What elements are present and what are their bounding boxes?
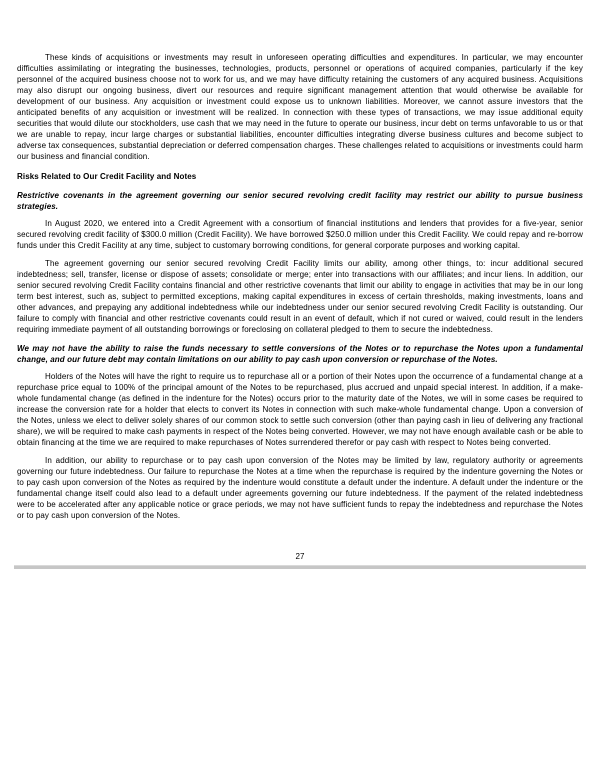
paragraph-credit-facility-covenants: The agreement governing our senior secured revolving Credit Facility limits our ability, among other things, to: incur additional secured indebtedness; sell, transfer, license or dispose of assets; consolidate or merge; enter into transactions with our affiliates; and incur liens. In addition, our senior secured revolving Credit Facility contains financial and other restrictive covenants that limit our ability to engage in activities that may be in our long term best interest, such as, subject to permitted exceptions, making capital expenditures in excess of certain thresholds, making investments, loans and other advances, and prepaying any additional indebtedness while our indebtedness under our senior secured revolving Credit Facility is outstanding. Our failure to comply with financial and other restrictive covenants could result in an event of default, which if not cured or waived, could result in the lenders requiring immediate payment of all outstanding borrowings or foreclosing on collateral pledged to them to secure the indebtedness. xyxy=(17,259,583,334)
page-number: 27 xyxy=(295,552,305,561)
footer-divider xyxy=(14,565,586,569)
risk-heading-notes-conversion-funds: We may not have the ability to raise the funds necessary to settle conversions of the Notes or to repurchase the Notes upon a fundamental change, and our future debt may contain limitations on our ability to pay cash upon conversion or repurchase of the Notes. xyxy=(17,344,583,364)
page-footer xyxy=(0,551,600,569)
paragraph-notes-repurchase: Holders of the Notes will have the right to require us to repurchase all or a portion of their Notes upon the occurrence of a fundamental change at a repurchase price equal to 100% of the principal amount of the Notes to be repurchased, plus accrued and unpaid special interest. In addition, if a make-whole fundamental change (as defined in the indenture for the Notes) occurs prior to the maturity date of the Notes, we will in some cases be required to increase the conversion rate for a holder that elects to convert its Notes in connection with such make-whole fundamental change. Upon a conversion of the Notes, unless we elect to deliver solely shares of our common stock to settle such conversion (other than paying cash in lieu of delivering any fractional share), we will be required to make cash payments in respect of the Notes being converted. However, we may not have enough available cash or be able to obtain financing at the time we are required to make repurchases of Notes surrendered therefor or pay cash with respect to Notes being converted. xyxy=(17,372,583,447)
risk-heading-restrictive-covenants: Restrictive covenants in the agreement governing our senior secured revolving credit facility may restrict our ability to pursue business strategies. xyxy=(17,191,583,211)
paragraph-notes-cash-limitations: In addition, our ability to repurchase or to pay cash upon conversion of the Notes may be limited by law, regulatory authority or agreements governing our future indebtedness. Our failure to repurchase the Notes at a time when the repurchase is required by the indenture governing the Notes or to pay cash upon conversion of the Notes as required by the indenture would constitute a default under the indenture. A default under the indenture or the fundamental change itself could also lead to a default under agreements governing our future indebtedness. If the payment of the related indebtedness were to be accelerated after any applicable notice or grace periods, we may not have sufficient funds to repay the indebtedness and repurchase the Notes or to pay cash upon conversion of the Notes. xyxy=(17,456,583,520)
paragraph-acquisitions-risks: These kinds of acquisitions or investments may result in unforeseen operating difficulties and expenditures. In particular, we may encounter difficulties assimilating or integrating the businesses, technologies, products, personnel or operations of acquired companies, particularly if the key personnel of the acquired business choose not to work for us, and we may have difficulty retaining the customers of any acquired business. Acquisitions may also disrupt our ongoing business, divert our resources and require significant management attention that would otherwise be available for development of our business. Any acquisition or investment could expose us to unknown liabilities. Moreover, we cannot assure investors that the anticipated benefits of any acquisition or investment will be realized. In connection with these types of transactions, we may issue additional equity securities that would dilute our stockholders, use cash that we may need in the future to operate our business, incur debt on terms unfavorable to us or that we are unable to repay, incur large charges or substantial liabilities, encounter difficulties integrating diverse business cultures and become subject to adverse tax consequences, substantial depreciation or deferred compensation charges. These challenges related to acquisitions or investments could harm our business and financial condition. xyxy=(17,53,583,161)
section-heading-credit-facility-and-notes: Risks Related to Our Credit Facility and Notes xyxy=(17,172,197,181)
paragraph-credit-agreement: In August 2020, we entered into a Credit Agreement with a consortium of financial institutions and lenders that provides for a five-year, senior secured revolving credit facility of $300.0 million (Credit Facility). We have borrowed $250.0 million under this Credit Facility. We could repay and re-borrow funds under this Credit Facility at any time, subject to customary borrowing conditions, for general corporate purposes and working capital. xyxy=(17,219,583,250)
